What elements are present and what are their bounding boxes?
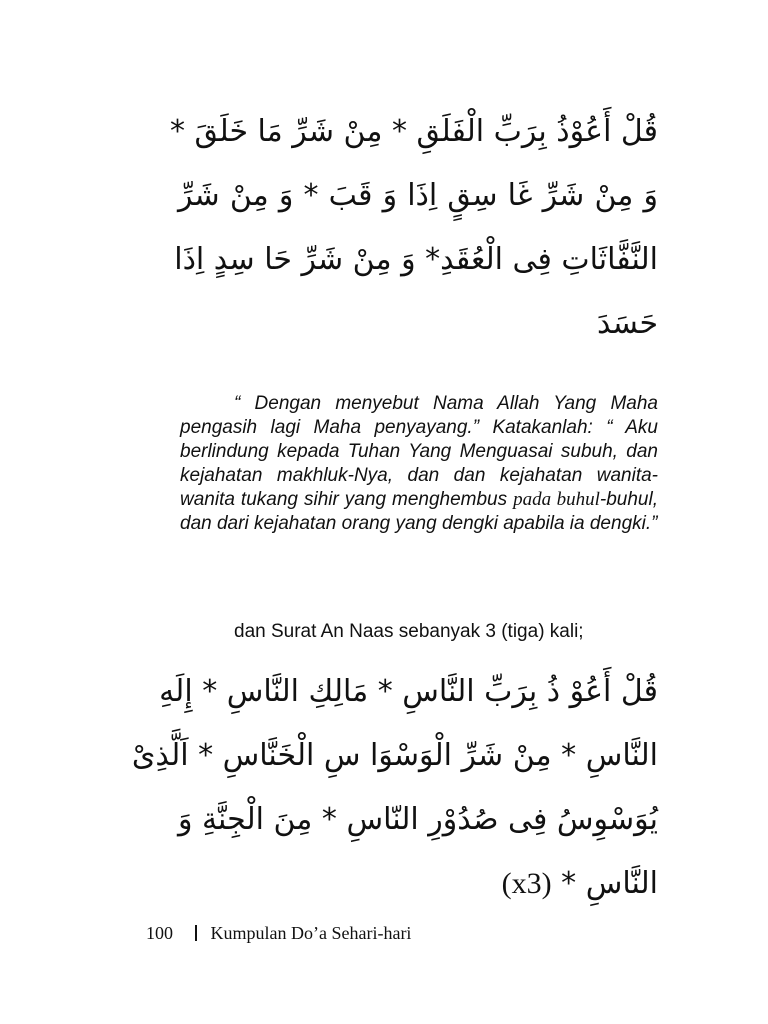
- arabic-line-final: [178, 852, 658, 916]
- arabic-line: قُلْ أَعُوْذُ بِرَبِّ الْفَلَقِ * مِنْ شَرِّ مَا خَلَقَ *: [169, 114, 658, 149]
- translation-text: “ Dengan menyebut Nama Allah Yang Maha pengasih lagi Maha penyayang.” Katakanlah: “ Aku berlindung kepada Tuhan Yang Menguasai subuh, dan kejahatan makhluk-Nya, dan dan kejahatan wanita-wanita tukang sihir yang menghembus: [180, 393, 658, 510]
- translation-text-serif: pada buhul: [513, 489, 600, 510]
- translation-paragraph: [180, 392, 658, 536]
- footer-separator: [195, 925, 197, 941]
- repeat-count: (x3): [501, 867, 552, 900]
- surah-an-naas-arabic: [131, 660, 658, 916]
- arabic-line: قُلْ أَعُوْ ذُ بِرَبِّ النَّاسِ * مَالِكِ النَّاسِ * إِلَهِ: [159, 674, 658, 709]
- arabic-line: حَسَدَ: [596, 306, 658, 341]
- arabic-line: يُوَسْوِسُ فِى صُدُوْرِ النّاسِ * مِنَ الْجِنَّةِ وَ: [177, 802, 658, 837]
- arabic-line: النَّفَّاثَاتِ فِى الْعُقَدِ* وَ مِنْ شَرِّ حَا سِدٍ اِذَا: [174, 242, 658, 277]
- translation-text: -buhul, dan dari kejahatan orang yang dengki apabila ia dengki.”: [180, 489, 659, 534]
- arabic-line: النَّاسِ *: [561, 866, 658, 901]
- instruction-text: dan Surat An Naas sebanyak 3 (tiga) kali;: [234, 621, 584, 642]
- arabic-line: النَّاسِ * مِنْ شَرِّ الْوَسْوَا سِ الْخَنَّاسِ * اَلَّذِىْ: [131, 738, 658, 773]
- page-number: 100: [146, 923, 173, 943]
- page-footer: [146, 923, 411, 944]
- book-title: Kumpulan Do’a Sehari-hari: [210, 923, 412, 943]
- arabic-line: وَ مِنْ شَرِّ غَا سِقٍ اِذَا وَ قَبَ * وَ مِنْ شَرِّ: [178, 178, 658, 213]
- surah-al-falaq-arabic: [169, 100, 658, 356]
